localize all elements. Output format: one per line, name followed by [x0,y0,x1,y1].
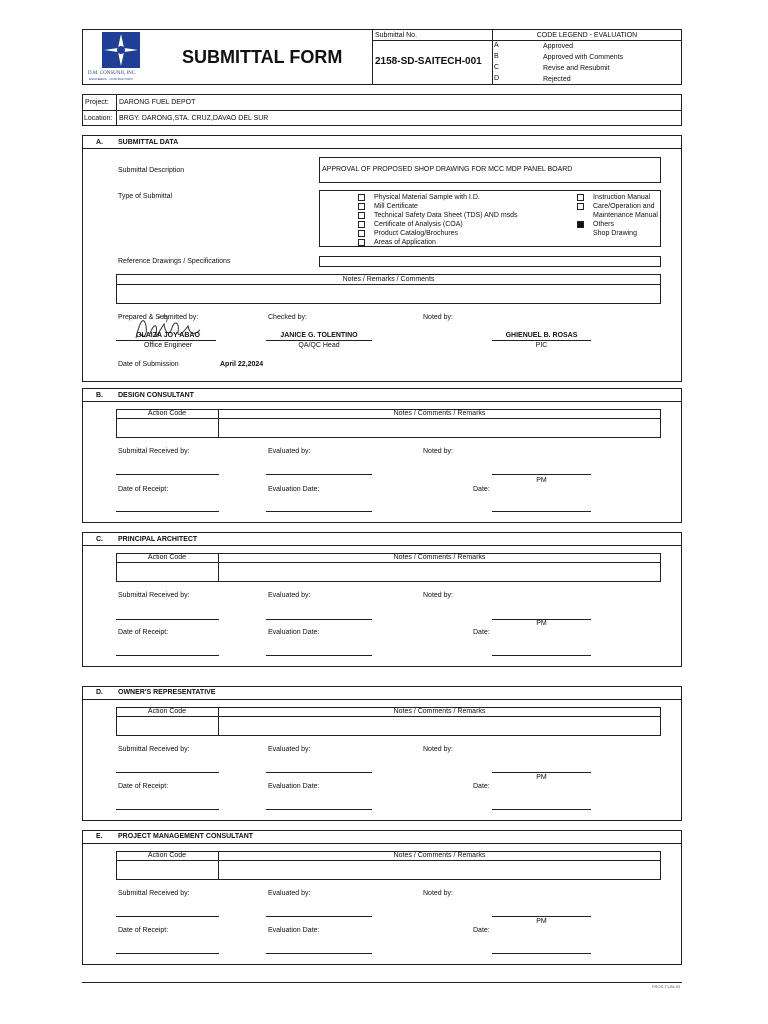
section-letter: C. [96,536,103,543]
type-checkbox[interactable] [358,194,365,201]
date-line[interactable] [492,953,591,954]
date-of-receipt-line[interactable] [116,953,219,954]
checked-label: Checked by: [268,314,307,321]
description-value: APPROVAL OF PROPOSED SHOP DRAWING FOR MCC MDP PANEL BOARD [322,166,573,173]
pm-label: PM [536,774,547,781]
evaluated-by-line[interactable] [266,916,372,917]
date-label: Date: [473,783,490,790]
action-code-field[interactable] [117,717,217,735]
notes-header: Notes / Comments / Remarks [393,708,486,715]
type-checkbox[interactable] [358,212,365,219]
type-option-label: Instruction Manual [593,194,651,201]
project-hline [82,110,682,111]
type-checkbox[interactable] [577,194,584,201]
date-of-receipt-line[interactable] [116,809,219,810]
action-code-header: Action Code [147,554,187,561]
notes-field[interactable] [219,717,660,735]
legend-code: D [494,75,500,82]
type-checkbox[interactable] [358,203,365,210]
company-tagline: ENGINEERS · CONTRACTORS [89,77,133,81]
notes-field[interactable] [219,419,660,437]
action-code-field[interactable] [117,419,217,437]
type-checkbox-checked[interactable] [577,221,584,228]
section-letter: D. [96,689,103,696]
section-title: OWNER'S REPRESENTATIVE [118,689,216,696]
legend-code: A [494,42,499,49]
legend-code: B [494,53,499,60]
location-value: BRGY. DARONG,STA. CRUZ,DAVAO DEL SUR [119,115,269,122]
date-of-submission-label: Date of Submission [118,361,179,368]
date-line[interactable] [492,809,591,810]
received-by-line[interactable] [116,474,219,475]
evaluated-by-line[interactable] [266,474,372,475]
type-option-label: Others [593,221,615,228]
section-a-title: SUBMITTAL DATA [118,139,179,146]
type-option-label: Maintenance Manual [593,212,658,219]
date-of-receipt-line[interactable] [116,655,219,656]
prepared-title: Office Engineer [144,342,193,349]
company-logo [88,31,152,81]
date-label: Date: [473,629,490,636]
legend-text: Approved with Comments [543,54,624,61]
date-of-receipt-line[interactable] [116,511,219,512]
evaluated-by-label: Evaluated by: [268,746,311,753]
date-of-receipt-label: Date of Receipt: [118,783,169,790]
legend-list [494,41,682,85]
footer-rule [82,982,682,983]
notes-field[interactable] [117,285,660,303]
type-checkbox[interactable] [358,230,365,237]
notes-header: Notes / Comments / Remarks [393,554,486,561]
section-letter: B. [96,392,103,399]
submittal-no-value: 2158-SD-SAITECH-001 [375,56,482,67]
received-by-line[interactable] [116,619,219,620]
received-by-label: Submittal Received by: [118,448,190,455]
logo-emblem-icon [101,31,141,69]
company-name: D.M. CONSUNJI, INC. [88,71,137,76]
date-label: Date: [473,486,490,493]
legend-code: C [494,64,500,71]
evaluation-date-line[interactable] [266,809,372,810]
date-label: Date: [473,927,490,934]
date-of-submission-value: April 22,2024 [220,361,264,368]
legend-title: CODE LEGEND - EVALUATION [536,32,638,39]
project-value: DARONG FUEL DEPOT [119,99,196,106]
date-line[interactable] [492,511,591,512]
header-divider-1 [372,29,373,85]
reference-field[interactable] [319,256,661,267]
notes-field[interactable] [219,861,660,879]
pm-label: PM [536,620,547,627]
legend-text: Rejected [543,76,571,83]
received-by-label: Submittal Received by: [118,746,190,753]
action-code-header: Action Code [147,410,187,417]
date-line[interactable] [492,655,591,656]
evaluation-date-label: Evaluation Date: [268,783,320,790]
evaluated-by-label: Evaluated by: [268,592,311,599]
submittal-no-label: Submittal No. [375,32,418,39]
form-code: FROS-T1JM-03 [652,984,681,989]
form-title: SUBMITTAL FORM [182,47,343,67]
section-letter: E. [96,833,103,840]
received-by-line[interactable] [116,772,219,773]
location-label: Location: [84,115,113,122]
evaluated-by-label: Evaluated by: [268,448,311,455]
section-a-letter: A. [96,139,103,146]
legend-text: Approved [543,43,573,50]
date-of-receipt-label: Date of Receipt: [118,927,169,934]
evaluation-date-label: Evaluation Date: [268,927,320,934]
evaluation-date-line[interactable] [266,953,372,954]
action-code-header: Action Code [147,708,187,715]
notes-field[interactable] [219,563,660,581]
notes-header: Notes / Comments / Remarks [393,410,486,417]
evaluation-date-line[interactable] [266,511,372,512]
evaluation-date-line[interactable] [266,655,372,656]
type-checkbox[interactable] [358,239,365,246]
noted-name: GHIENUEL B. ROSAS [505,332,578,339]
noted-label: Noted by: [423,314,453,321]
notes-header: Notes / Comments / Remarks [393,852,486,859]
project-label: Project: [85,99,109,106]
prepared-label: Prepared & Submitted by: [118,314,199,321]
evaluation-date-label: Evaluation Date: [268,629,320,636]
evaluated-by-label: Evaluated by: [268,890,311,897]
section-title: DESIGN CONSULTANT [118,392,194,399]
pm-label: PM [536,477,547,484]
noted-by-label: Noted by: [423,448,453,455]
type-option-label: Mill Certificate [374,203,418,210]
noted-by-label: Noted by: [423,746,453,753]
description-label: Submittal Description [118,167,185,174]
received-by-label: Submittal Received by: [118,890,190,897]
pm-label: PM [536,918,547,925]
noted-by-label: Noted by: [423,890,453,897]
type-option-label: Areas of Application [374,239,436,246]
received-by-label: Submittal Received by: [118,592,190,599]
legend-text: Revise and Resubmit [543,65,610,72]
date-of-receipt-label: Date of Receipt: [118,629,169,636]
noted-by-label: Noted by: [423,592,453,599]
date-of-receipt-label: Date of Receipt: [118,486,169,493]
action-code-header: Action Code [147,852,187,859]
checked-title: QA/QC Head [298,342,340,349]
checked-name: JANICE G. TOLENTINO [280,332,358,339]
section-title: PROJECT MANAGEMENT CONSULTANT [118,833,254,840]
evaluated-by-line[interactable] [266,772,372,773]
type-checkbox[interactable] [358,221,365,228]
type-label: Type of Submittal [118,193,173,200]
type-option-label: Certificate of Analysis (COA) [374,221,463,228]
noted-by-line[interactable] [492,474,591,475]
type-checkbox[interactable] [577,203,584,210]
prepared-name: GLAIZA JOY ABAO [136,332,200,339]
evaluated-by-line[interactable] [266,619,372,620]
received-by-line[interactable] [116,916,219,917]
type-option-label: Product Catalog/Brochures [374,230,459,237]
type-option-label: Shop Drawing [593,230,637,237]
type-list-right [577,193,659,243]
type-option-label: Physical Material Sample with I.D. [374,194,480,201]
action-code-field[interactable] [117,861,217,879]
action-code-field[interactable] [117,563,217,581]
evaluation-date-label: Evaluation Date: [268,486,320,493]
type-list-left [358,193,568,247]
section-title: PRINCIPAL ARCHITECT [118,536,198,543]
reference-label: Reference Drawings / Specifications [118,258,231,265]
noted-title: PIC [535,342,548,349]
notes-header: Notes / Remarks / Comments [342,276,435,283]
type-option-label: Technical Safety Data Sheet (TDS) AND msds [374,212,518,219]
type-option-label: Care/Operation and [593,203,655,210]
